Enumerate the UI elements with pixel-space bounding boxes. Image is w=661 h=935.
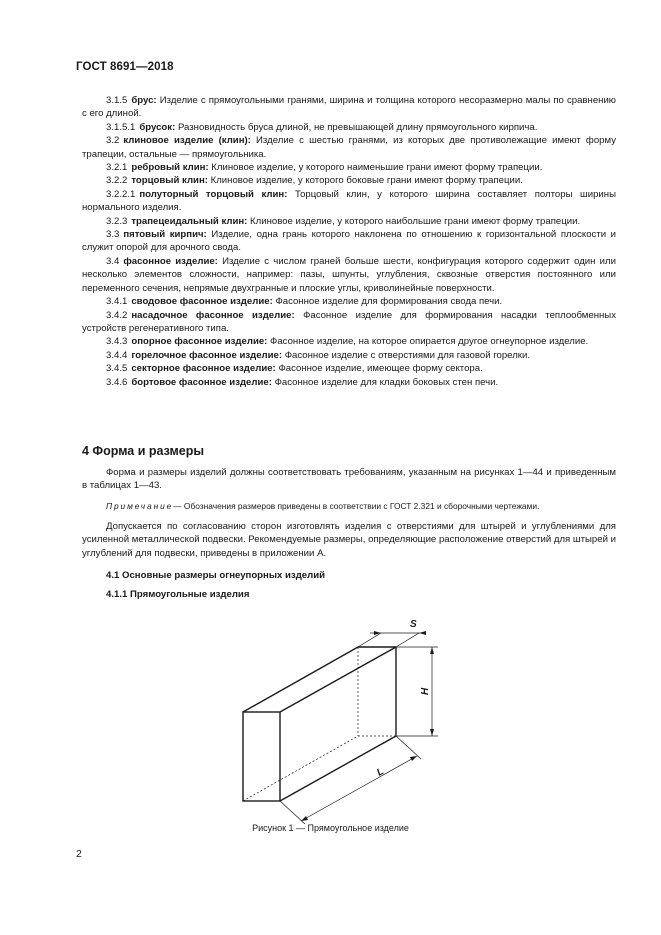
term-3-2: 3.2 клиновое изделие (клин): Изделие с шестью гранями, из которых две противолежащие имеют форму трапеции, остальные — прямоугольника.	[82, 135, 616, 160]
term-3-3: 3.3 пятовый кирпич: Изделие, одна грань которого наклонена по отношению к горизонтальной плоскости и служит опорой для арочного свода.	[82, 229, 617, 254]
subsection-4-1: 4.1 Основные размеры огнеупорных изделий	[106, 570, 326, 581]
front-face	[243, 712, 280, 801]
label-h: H	[420, 687, 431, 695]
top-right-edge	[280, 647, 396, 712]
term-3-4-1: 3.4.1 сводовое фасонное изделие: Фасонное изделие для формирования свода печи.	[106, 296, 503, 308]
l-dimension-line	[301, 756, 417, 821]
note-label: Примечание	[106, 501, 174, 511]
h-arrow-top	[430, 647, 434, 654]
figure-caption: Рисунок 1 — Прямоугольное изделие	[252, 823, 409, 833]
s-arrow-right	[419, 631, 426, 635]
note-text: — Обозначения размеров приведены в соответствии с ГОСТ 2.321 и сборочными чертежами.	[173, 501, 540, 511]
l-arrow-top	[410, 756, 417, 761]
term-3-4-6: 3.4.6 бортовое фасонное изделие: Фасонное изделие для кладки боковых стен печи.	[106, 376, 499, 388]
s-extension-2	[396, 633, 419, 647]
term-3-4-5: 3.4.5 секторное фасонное изделие: Фасонное изделие, имеющее форму сектора.	[106, 363, 483, 375]
section-title: 4 Форма и размеры	[82, 444, 205, 458]
hidden-edge-3	[243, 736, 358, 801]
s-extension-1	[358, 633, 381, 647]
term-3-2-2: 3.2.2 торцовый клин: Клиновое изделие, у которого боковые грани имеют форму трапеции.	[106, 175, 523, 187]
term-3-4-2: 3.4.2 насадочное фасонное изделие: Фасонное изделие для формирования насадки теплообменных устройств регенеративного типа.	[82, 309, 616, 334]
l-arrow-bottom	[301, 816, 308, 821]
s-arrow-left	[374, 631, 381, 635]
term-3-2-1: 3.2.1 ребровый клин: Клиновое изделие, у которого наименьшие грани имеют форму трапеции.	[106, 162, 543, 174]
term-3-4-3: 3.4.3 опорное фасонное изделие: Фасонное изделие, на которое опирается другое огнеупорное изделие.	[106, 336, 589, 348]
term-3-1-5-1: 3.1.5.1 брусок: Разновидность бруса длиной, не превышающей длину прямоугольного кирпича.	[106, 121, 538, 133]
term-3-2-2-1: 3.2.2.1 полуторный торцовый клин: Торцовый клин, у которого ширина составляет полторы ширины нормального изделия.	[82, 188, 616, 214]
term-3-1-5: 3.1.5 брус: Изделие с прямоугольными гранями, ширина и толщина которого несоразмерно малы по сравнению с его длиной.	[82, 95, 617, 120]
term-3-2-3: 3.2.3 трапецеидальный клин: Клиновое изделие, у которого наибольшие грани имеют форму трапеции.	[106, 215, 581, 227]
h-arrow-bottom	[430, 729, 434, 736]
document-header: ГОСТ 8691—2018	[76, 61, 174, 73]
term-3-4-4: 3.4.4 горелочное фасонное изделие: Фасонное изделие с отверстиями для газовой горелки.	[106, 349, 531, 361]
subsection-4-1-1: 4.1.1 Прямоугольные изделия	[106, 589, 250, 600]
l-extension-2	[396, 736, 421, 759]
section-paragraph-1: Форма и размеры изделий должны соответствовать требованиям, указанным на рисунках 1—44 и приведенным в таблицах 1—43.	[82, 467, 616, 492]
term-3-4: 3.4 фасонное изделие: Изделие с числом граней больше шести, конфигурация которого содержит один или несколько элементов сложности, например: пазы, шпунты, углубления, сквозные отверстия постоянного или переменного сечения, непрямые двухгранные и плоские углы, криволинейные поверхности.	[82, 255, 616, 294]
top-left-edge	[243, 647, 358, 712]
section-paragraph-2: Допускается по согласованию сторон изготовлять изделия с отверстиями для штырей и углублениями для усиленной металлической подвески. Рекомендуемые размеры, определяющие расположение отверстий для штырей и углублений для подвески, приведены в приложении А.	[82, 521, 616, 559]
label-s: S	[410, 619, 417, 630]
page-number: 2	[76, 848, 82, 860]
label-l: L	[375, 766, 386, 779]
